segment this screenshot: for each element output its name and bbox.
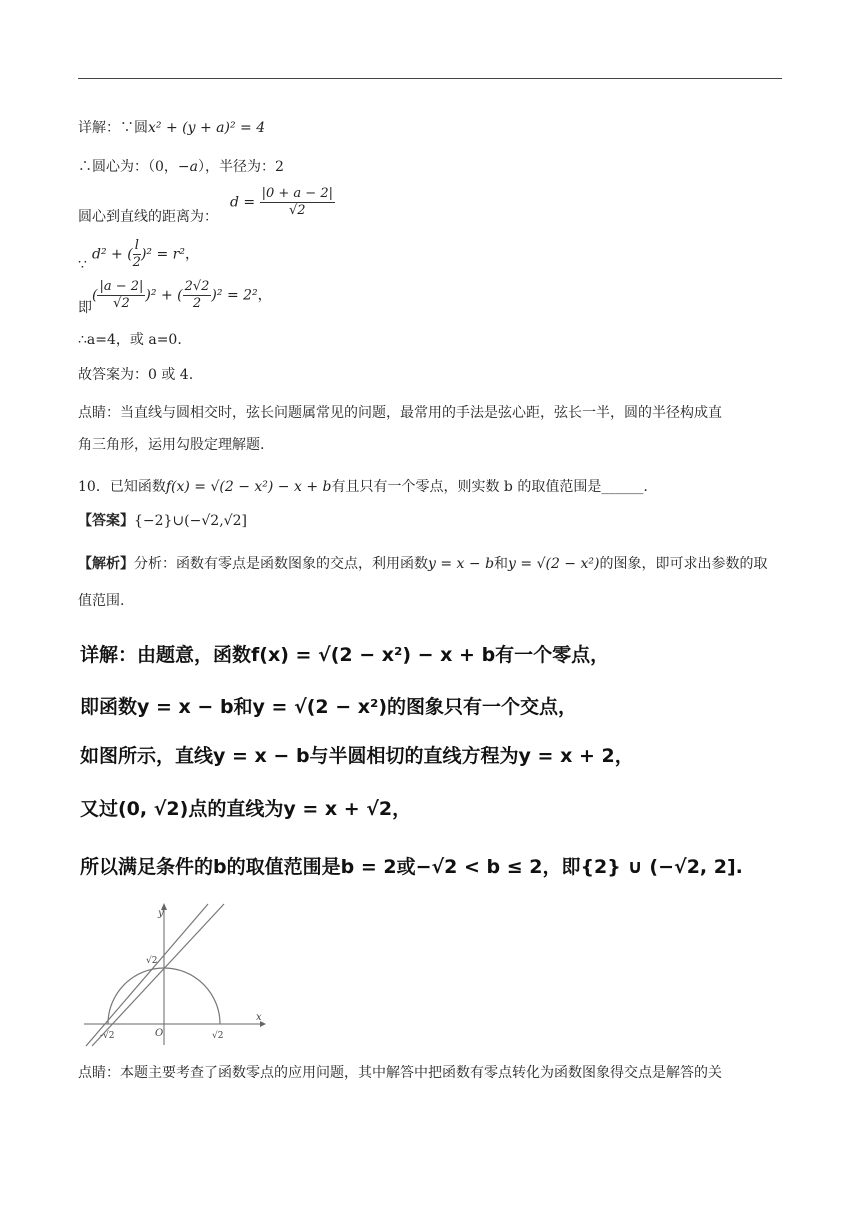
math: y = √(2 − x²) bbox=[508, 556, 600, 572]
analysis-label: 【解析】 bbox=[78, 556, 134, 572]
text: ∵ bbox=[78, 257, 87, 273]
detail-line-3: 如图所示，直线y = x − b与半圆相切的直线方程为y = x + 2， bbox=[80, 745, 634, 767]
answer-label: 【答案】 bbox=[78, 513, 134, 529]
text: ， bbox=[257, 287, 272, 304]
detail-line-1: 详解：由题意，函数f(x) = √(2 − x²) − x + b有一个零点， bbox=[80, 644, 610, 666]
detail-line-5: 所以满足条件的b的取值范围是b = 2或−√2 < b ≤ 2，即{2} ∪ (−√2, 2]. bbox=[80, 856, 743, 878]
distance-fraction: $\frac{|0 + a - 2|}{√2}$ bbox=[261, 186, 333, 218]
y-label: y bbox=[158, 908, 164, 919]
solution-line-1 bbox=[78, 119, 265, 137]
solution-line-5: 即 ( $\frac{|a - 2|}{√2}$ )² + ( $\frac{2√2}{2}$ )² = 2²， bbox=[78, 279, 272, 316]
math: )² = r² bbox=[140, 246, 185, 263]
right-label: √2 bbox=[212, 1031, 224, 1041]
header-divider bbox=[78, 78, 782, 79]
text: 详解：∵圆 bbox=[78, 120, 148, 136]
detail-line-2: 即函数y = x − b和y = √(2 − x²)的图象只有一个交点， bbox=[80, 696, 578, 718]
fraction: $\frac{2√2}{2}$ bbox=[184, 279, 210, 311]
text: 即 bbox=[78, 300, 92, 316]
solution-line-8: 点睛：当直线与圆相交时，弦长问题属常见的问题，最常用的手法是弦心距，弦长一半，圆的半径构成直 bbox=[78, 405, 722, 421]
answer-value: {−2}∪(−√2,√2] bbox=[134, 513, 247, 529]
tangent-line bbox=[86, 904, 208, 1046]
problem-10 bbox=[78, 478, 648, 496]
x-label: x bbox=[256, 1012, 262, 1023]
left-label: -√2 bbox=[100, 1031, 115, 1041]
closing-note: 点睛：本题主要考查了函数零点的应用问题，其中解答中把函数有零点转化为函数图象得交点是解答的关 bbox=[78, 1065, 722, 1081]
text: 圆心到直线的距离为： bbox=[78, 209, 218, 225]
text: 分析：函数有零点是函数图象的交点，利用函数 bbox=[134, 556, 428, 572]
graph-figure bbox=[84, 900, 268, 1050]
math: )² = 2² bbox=[211, 287, 258, 304]
math: y = x − b bbox=[428, 556, 495, 572]
origin-label: O bbox=[155, 1028, 164, 1039]
math: d² + ( bbox=[92, 246, 133, 263]
solution-line-3 bbox=[78, 186, 333, 226]
text: 10．已知函数 bbox=[78, 479, 166, 495]
fraction: $\frac{l}{2}$ bbox=[132, 238, 141, 270]
analysis-line bbox=[78, 555, 767, 573]
answer-line bbox=[78, 512, 247, 530]
text: ， bbox=[184, 246, 199, 263]
top-label: √2 bbox=[146, 956, 158, 966]
detail-line-4: 又过(0, √2)点的直线为y = x + √2， bbox=[80, 798, 412, 820]
math: −a bbox=[177, 159, 198, 175]
math: )² + ( bbox=[145, 287, 183, 304]
solution-line-2 bbox=[78, 158, 284, 176]
text: ∴圆心为：（0， bbox=[78, 159, 178, 175]
solution-line-6: ∴a=4，或 a=0. bbox=[78, 332, 182, 348]
analysis-line-2: 值范围. bbox=[78, 593, 125, 609]
text: 和 bbox=[494, 556, 509, 572]
function-definition: f(x) = √(2 − x²) − x + b bbox=[165, 479, 332, 495]
line-through-point bbox=[92, 904, 224, 1046]
solution-line-7: 故答案为：0 或 4. bbox=[78, 367, 194, 383]
text: ），半径为：2 bbox=[198, 159, 284, 175]
solution-line-9: 角三角形，运用勾股定理解题. bbox=[78, 437, 265, 453]
text: 有且只有一个零点，则实数 b 的取值范围是______. bbox=[331, 479, 648, 495]
text: 的图象，即可求出参数的取 bbox=[599, 556, 768, 572]
solution-line-4 bbox=[78, 238, 199, 274]
circle-equation: x² + (y + a)² = 4 bbox=[148, 120, 266, 136]
fraction: $\frac{|a - 2|}{√2}$ bbox=[99, 279, 144, 311]
math: d = bbox=[230, 194, 256, 211]
